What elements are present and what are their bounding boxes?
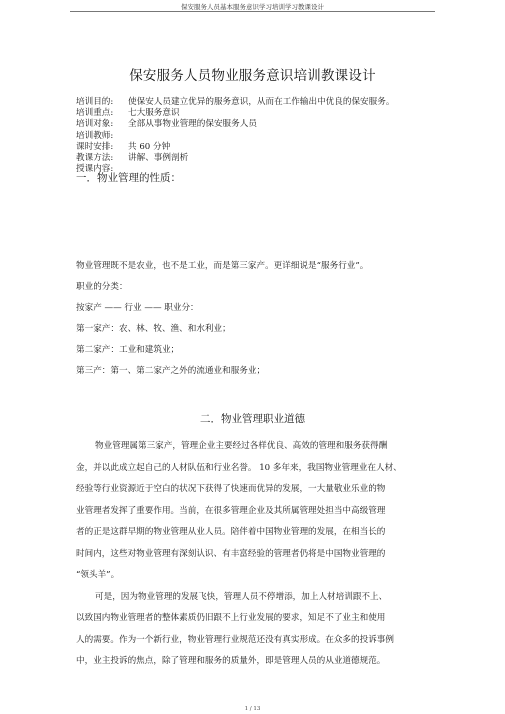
section-2-body — [76, 436, 436, 673]
document-title: 保安服务人员物业服务意识培训教课设计 — [129, 68, 376, 84]
body-line: 业管理者发挥了重要作用。当前，在很多管理企业及其所属管理处担当中高级管理 — [76, 505, 386, 516]
body-line: 人的需要。作为一个新行业，物业管理行业规范还没有真实形成。在众多的投诉事例 — [76, 634, 394, 645]
meta-label: 培训重点: — [76, 108, 114, 119]
body-line: 可是，因为物业管理的发展飞快，管理人员不停增添，加上人材培训跟不上、 — [95, 591, 388, 602]
meta-value: 讲解、事例剖析 — [128, 153, 189, 164]
meta-value — [128, 131, 456, 142]
paragraph: 第一家产：农、林、牧、渔、和水利业； — [76, 324, 231, 334]
body-line: 时间内，这些对物业管理有深刻认识、有丰富经验的管理者仍将是中国物业管理的 — [76, 548, 386, 559]
meta-row-focus — [76, 108, 456, 119]
body-line: 中，业主投诉的焦点，除了管理和服务的质量外，即是管理人员的从业道德规范。 — [76, 656, 386, 666]
meta-row-schedule — [76, 142, 456, 153]
meta-row-teacher — [76, 131, 456, 142]
body-line: 经验等行业资源近于空白的状况下获得了快速而优异的发展，一大量敬业乐业的物 — [76, 484, 386, 494]
page-number: 1 / 13 — [244, 706, 261, 712]
paragraph: 第三产：第一、第二家产之外的流通业和服务业； — [76, 366, 266, 376]
meta-label: 授课内容: — [76, 164, 114, 175]
paragraph: 第二家产：工业和建筑业； — [76, 345, 180, 355]
body-line: “领头羊”。 — [76, 570, 120, 580]
running-header: 保安服务人员基本服务意识学习培训学习教课设计 — [181, 3, 324, 11]
section-1-body — [76, 256, 456, 382]
meta-value: 共 60 分钟 — [128, 141, 171, 152]
meta-label: 培训目的: — [76, 97, 114, 107]
meta-label: 培训教师: — [76, 130, 114, 141]
meta-value: 使保安人员建立优异的服务意识，从而在工作输出中优良的保安服务。 — [128, 97, 395, 107]
body-line: 者的正是这群早期的物业管理从业人员。陪伴着中国物业管理的发展，在相当长的 — [76, 527, 386, 537]
paragraph: 物业管理既不是农业，也不是工业，而是第三家产。更详细说是“服务行业”。 — [76, 261, 369, 271]
meta-label: 课时安排: — [76, 141, 114, 152]
meta-label: 培训对象: — [76, 119, 114, 130]
body-line: 物业管理属第三家产，管理企业主要经过各样优良、高效的管理和服务获得酬 — [95, 441, 388, 451]
paragraph: 职业的分类： — [76, 282, 128, 292]
section-heading-2: 二．物业管理职业道德 — [200, 413, 305, 425]
section-heading-1: 一．物业管理的性质： — [76, 172, 181, 184]
meta-value: 七大服务意识 — [128, 108, 180, 119]
meta-row-purpose — [76, 97, 456, 108]
paragraph: 按家产 —— 行业 —— 职业分： — [76, 303, 199, 313]
body-line: 以致国内物业管理者的整体素质仍旧跟不上行业发展的要求，知足不了业主和使用 — [76, 613, 386, 623]
meta-value: 全部从事物业管理的保安服务人员 — [128, 119, 257, 130]
body-line: 金，并以此成立起自己的人材队伍和行业名誉。 10 多年来，我国物业管理业在人材、 — [76, 462, 402, 473]
meta-label: 教课方法: — [76, 153, 114, 164]
meta-row-audience — [76, 119, 456, 130]
header-rule — [70, 11, 435, 12]
course-meta — [76, 97, 456, 175]
meta-row-method — [76, 153, 456, 164]
